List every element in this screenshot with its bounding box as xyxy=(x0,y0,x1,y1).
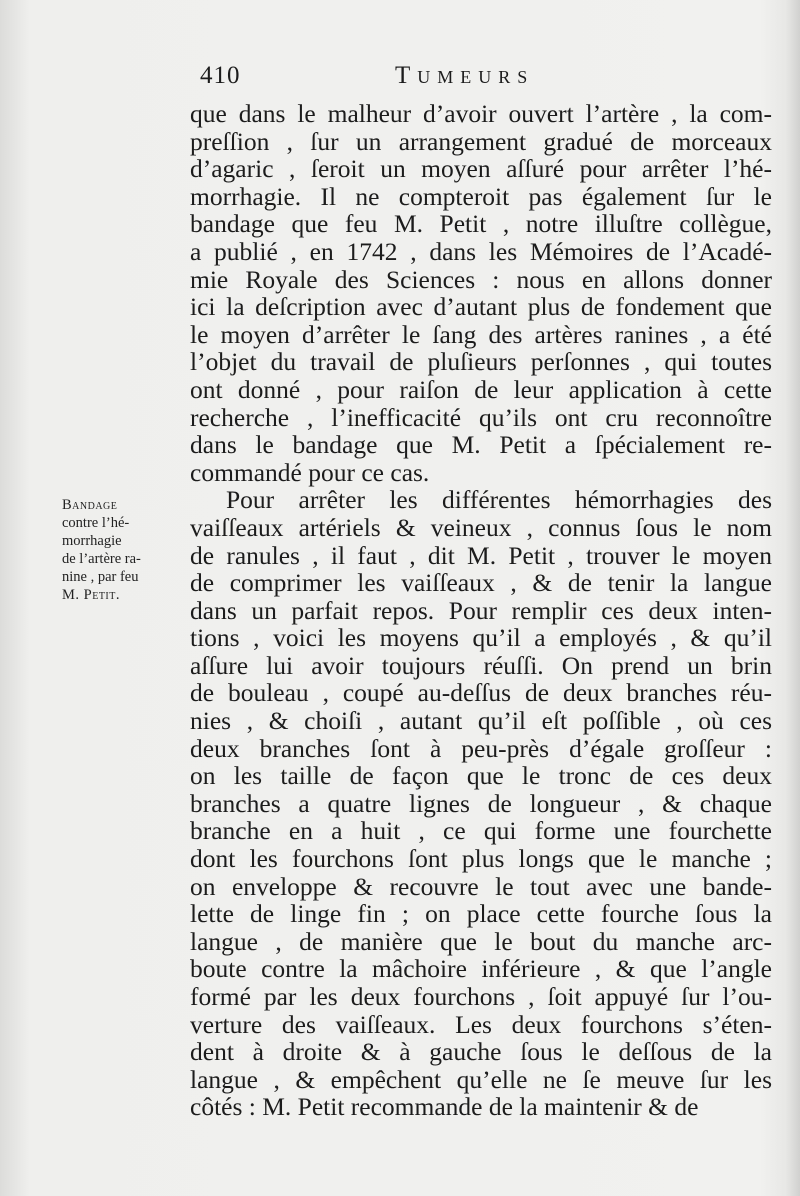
text-line: côtés : M. Petit recommande de la maintenir & de xyxy=(190,1092,699,1122)
text-line: langue , & empêchent qu’elle ne ſe meuve ſur les xyxy=(190,1064,772,1094)
text-line: on enveloppe & recouvre le tout avec une bande- xyxy=(190,871,772,901)
text-line: le moyen d’arrêter le ſang des artères ranines , a été xyxy=(190,319,772,349)
text-line: tions , voici les moyens qu’il a employés , & qu’il xyxy=(190,623,772,653)
text-line: Pour arrêter les différentes hémorrhagies des xyxy=(226,485,772,515)
text-line: que dans le malheur d’avoir ouvert l’artère , la com- xyxy=(190,99,772,128)
running-title: Tumeurs xyxy=(395,62,535,89)
text-line: ont donné , pour raiſon de leur application à cette xyxy=(190,374,772,404)
text-line: verture des vaiſſeaux. Les deux fourchons s’éten- xyxy=(190,1009,772,1039)
text-line: de comprimer les vaiſſeaux , & de tenir la langue xyxy=(190,568,772,598)
page-edge-shadow xyxy=(786,0,800,1196)
margin-note-line: contre l’hé- xyxy=(62,515,130,531)
text-line: d’agaric , ſeroit un moyen aſſuré pour arrêter l’hé- xyxy=(190,154,772,184)
margin-note-line: de l’artère ra- xyxy=(62,551,141,567)
text-line: langue , de manière que le bout du manche arc- xyxy=(190,926,772,956)
text-line: ici la deſcription avec d’autant plus de fondement que xyxy=(190,292,772,322)
text-line: vaiſſeaux artériels & veineux , connus ſous le nom xyxy=(190,512,772,542)
text-line: lette de linge fin ; on place cette fourche ſous la xyxy=(190,899,772,929)
text-line: de bouleau , coupé au-deſſus de deux branches réu- xyxy=(190,678,772,708)
text-line: aſſure lui avoir toujours réuſſi. On prend un brin xyxy=(190,650,772,680)
page-number: 410 xyxy=(200,62,241,89)
page-header xyxy=(190,62,780,96)
text-line: bandage que feu M. Petit , notre illuſtre collègue, xyxy=(190,209,772,239)
text-line: recherche , l’inefficacité qu’ils ont cru reconnoître xyxy=(190,402,772,432)
text-line: commandé pour ce cas. xyxy=(190,457,430,487)
text-line: dans un parfait repos. Pour remplir ces deux inten- xyxy=(190,595,772,625)
text-line: preſſion , ſur un arrangement gradué de morceaux xyxy=(190,126,772,156)
text-line: morrhagie. Il ne compteroit pas également ſur le xyxy=(190,181,772,211)
text-line: branche en a huit , ce qui forme une fourchette xyxy=(190,816,772,846)
text-line: dent à droite & à gauche ſous le deſſous de la xyxy=(190,1037,772,1067)
text-line: boute contre la mâchoire inférieure , & que l’angle xyxy=(190,954,772,984)
text-line: on les taille de façon que le tronc de ces deux xyxy=(190,761,772,791)
margin-note xyxy=(62,496,178,604)
body-text xyxy=(190,100,772,1121)
text-line: dont les fourchons ſont plus longs que le manche ; xyxy=(190,844,772,874)
margin-note-line: M. Petit. xyxy=(62,587,120,603)
text-line: deux branches ſont à peu-près d’égale groſſeur : xyxy=(190,733,772,763)
text-line: branches a quatre lignes de longueur , & chaque xyxy=(190,788,772,818)
text-line: formé par les deux fourchons , ſoit appuyé ſur l’ou- xyxy=(190,982,772,1011)
margin-note-line: nine , par feu xyxy=(62,569,139,585)
text-line: de ranules , il faut , dit M. Petit , trouver le moyen xyxy=(190,540,772,570)
text-line: a publié , en 1742 , dans les Mémoires de l’Acadé- xyxy=(190,236,772,266)
text-line: dans le bandage que M. Petit a ſpécialement re- xyxy=(190,430,772,460)
margin-note-line: Bandage xyxy=(62,497,118,513)
text-line: l’objet du travail de pluſieurs perſonnes , qui toutes xyxy=(190,347,772,377)
text-line: mie Royale des Sciences : nous en allons donner xyxy=(190,264,772,294)
margin-note-line: morrhagie xyxy=(62,533,122,549)
text-line: nies , & choiſi , autant qu’il eſt poſſible , où ces xyxy=(190,706,772,736)
